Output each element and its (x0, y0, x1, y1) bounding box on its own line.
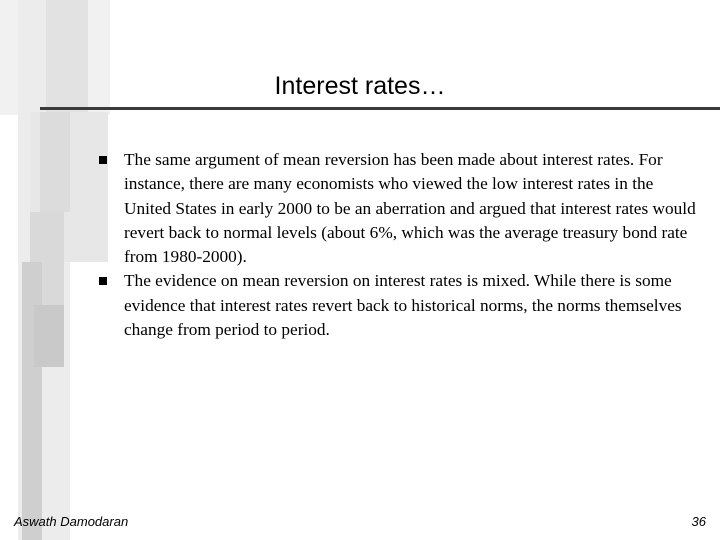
bullet-text: The same argument of mean reversion has been made about interest rates. For instance, there are many economists who viewed the low interest rates in the United States in early 2000 to be an aberration and argued that interest rates would revert back to normal levels (about 6%, which was the average treasury bond rate from 1980-2000). (124, 150, 696, 267)
slide-title (0, 72, 720, 101)
bullet-item (96, 269, 700, 342)
square-bullet-icon (99, 277, 107, 285)
decor-panel-block-f (40, 112, 70, 212)
square-bullet-icon (99, 156, 107, 164)
page-number: 36 (691, 514, 706, 529)
slide-title-text: Interest rates… (274, 72, 446, 100)
bullet-item (96, 148, 700, 269)
title-divider (40, 107, 720, 110)
bullet-text: The evidence on mean reversion on interest rates is mixed. While there is some evidence that interest rates revert back to historical norms, the norms themselves change from period to period. (124, 271, 682, 340)
decor-panel-block-e (34, 305, 64, 367)
decor-panel-block-d (22, 262, 42, 540)
bullet-list (96, 148, 700, 342)
footer-author: Aswath Damodaran (14, 514, 129, 529)
